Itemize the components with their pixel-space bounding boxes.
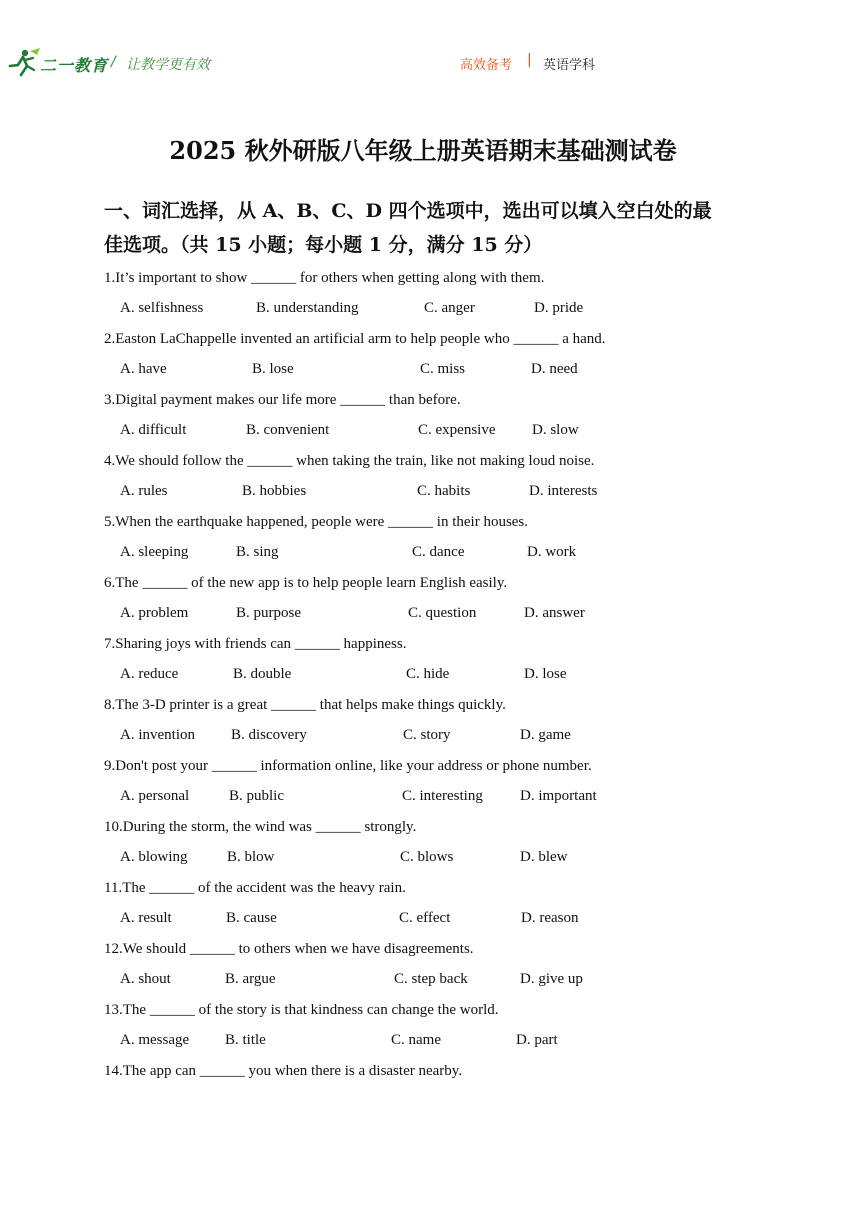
question-item: [104, 507, 764, 568]
option-c: C. interesting: [402, 788, 483, 804]
header-tag-subject: 英语学科: [543, 58, 596, 73]
question-text: 11.The ______ of the accident was the heavy rain.: [104, 880, 406, 896]
question-text: 2.Easton LaChappelle invented an artificial arm to help people who ______ a hand.: [104, 331, 606, 347]
option-row: [104, 476, 764, 507]
option-c: C. miss: [420, 361, 466, 377]
option-d: D. blew: [520, 849, 568, 865]
option-d: D. work: [527, 544, 577, 560]
question-text: 6.The ______ of the new app is to help people learn English easily.: [104, 575, 508, 591]
option-row: [104, 720, 764, 751]
header-tag-exam-prep: 高效备考: [460, 58, 513, 73]
option-d: D. answer: [524, 605, 585, 621]
option-a: A. invention: [120, 727, 195, 743]
option-c: C. name: [391, 1032, 441, 1048]
option-a: A. result: [120, 910, 172, 926]
slogan-divider: /: [111, 54, 116, 70]
option-a: A. problem: [120, 605, 189, 621]
option-d: D. game: [520, 727, 571, 743]
question-text: 13.The ______ of the story is that kindness can change the world.: [104, 1002, 499, 1018]
section-heading: [104, 194, 754, 262]
option-a: A. shout: [120, 971, 171, 987]
option-a: A. rules: [120, 483, 168, 499]
option-d: D. important: [520, 788, 597, 804]
option-row: [104, 537, 764, 568]
option-row: [104, 659, 764, 690]
option-d: D. need: [531, 361, 578, 377]
option-b: B. public: [229, 788, 284, 804]
brand-slogan: 让教学更有效: [126, 57, 210, 73]
option-a: A. personal: [120, 788, 190, 804]
option-a: A. difficult: [120, 422, 187, 438]
option-c: C. dance: [412, 544, 465, 560]
option-c: C. expensive: [418, 422, 496, 438]
option-c: C. hide: [406, 666, 450, 682]
header-tag-separator: |: [527, 52, 532, 68]
option-d: D. give up: [520, 971, 583, 987]
option-a: A. have: [120, 361, 167, 377]
question-item: [104, 934, 764, 995]
option-b: B. lose: [252, 361, 294, 377]
question-item: [104, 873, 764, 934]
question-text: 8.The 3-D printer is a great ______ that helps make things quickly.: [104, 697, 506, 713]
option-row: [104, 354, 764, 385]
option-b: B. purpose: [236, 605, 301, 621]
option-c: C. question: [408, 605, 477, 621]
option-row: [104, 598, 764, 629]
option-b: B. blow: [227, 849, 275, 865]
option-row: [104, 293, 764, 324]
question-text: 7.Sharing joys with friends can ______ happiness.: [104, 636, 407, 652]
option-b: B. argue: [225, 971, 276, 987]
question-text: 9.Don't post your ______ information online, like your address or phone number.: [104, 758, 592, 774]
question-text: 5.When the earthquake happened, people were ______ in their houses.: [104, 514, 529, 530]
question-item: [104, 446, 764, 507]
option-b: B. hobbies: [242, 483, 307, 499]
question-text: 14.The app can ______ you when there is a disaster nearby.: [104, 1063, 463, 1079]
option-b: B. title: [225, 1032, 266, 1048]
runner-logo-icon: [6, 47, 42, 81]
option-d: D. pride: [534, 300, 584, 316]
brand-name: 二一教育: [40, 56, 109, 75]
question-item: [104, 812, 764, 873]
question-text: 3.Digital payment makes our life more ______ than before.: [104, 392, 461, 408]
question-item: [104, 629, 764, 690]
question-list: [104, 263, 764, 1117]
option-row: [104, 903, 764, 934]
question-item: [104, 751, 764, 812]
option-b: B. double: [233, 666, 292, 682]
option-c: C. anger: [424, 300, 475, 316]
option-d: D. part: [516, 1032, 558, 1048]
question-item: [104, 568, 764, 629]
question-text: 10.During the storm, the wind was ______ strongly.: [104, 819, 417, 835]
option-b: B. convenient: [246, 422, 330, 438]
option-c: C. blows: [400, 849, 454, 865]
option-a: A. selfishness: [120, 300, 204, 316]
question-text: 12.We should ______ to others when we have disagreements.: [104, 941, 474, 957]
question-text: 4.We should follow the ______ when taking the train, like not making loud noise.: [104, 453, 595, 469]
option-c: C. story: [403, 727, 451, 743]
option-a: A. reduce: [120, 666, 179, 682]
option-d: D. interests: [529, 483, 598, 499]
section-heading-line-2: 佳选项。（共 15 小题；每小题 1 分，满分 15 分）: [104, 234, 543, 256]
option-c: C. step back: [394, 971, 468, 987]
question-item: [104, 1056, 764, 1117]
option-row: [104, 964, 764, 995]
option-a: A. sleeping: [120, 544, 189, 560]
option-b: B. discovery: [231, 727, 307, 743]
option-a: A. blowing: [120, 849, 188, 865]
option-d: D. lose: [524, 666, 567, 682]
section-heading-line-1: 一、词汇选择，从 A、B、C、D 四个选项中，选出可以填入空白处的最: [104, 200, 712, 222]
question-item: [104, 690, 764, 751]
option-row: [104, 781, 764, 812]
option-b: B. understanding: [256, 300, 359, 316]
exam-title: 2025 秋外研版八年级上册英语期末基础测试卷: [169, 136, 677, 165]
question-item: [104, 995, 764, 1056]
option-a: A. message: [120, 1032, 190, 1048]
option-row: [104, 842, 764, 873]
option-b: B. sing: [236, 544, 279, 560]
option-b: B. cause: [226, 910, 277, 926]
option-d: D. slow: [532, 422, 579, 438]
page-header: [0, 44, 860, 84]
option-c: C. habits: [417, 483, 471, 499]
question-text: 1.It’s important to show ______ for others when getting along with them.: [104, 270, 545, 286]
option-c: C. effect: [399, 910, 451, 926]
option-d: D. reason: [521, 910, 579, 926]
question-item: [104, 324, 764, 385]
option-row: [104, 1025, 764, 1056]
question-item: [104, 385, 764, 446]
question-item: [104, 263, 764, 324]
option-row: [104, 415, 764, 446]
